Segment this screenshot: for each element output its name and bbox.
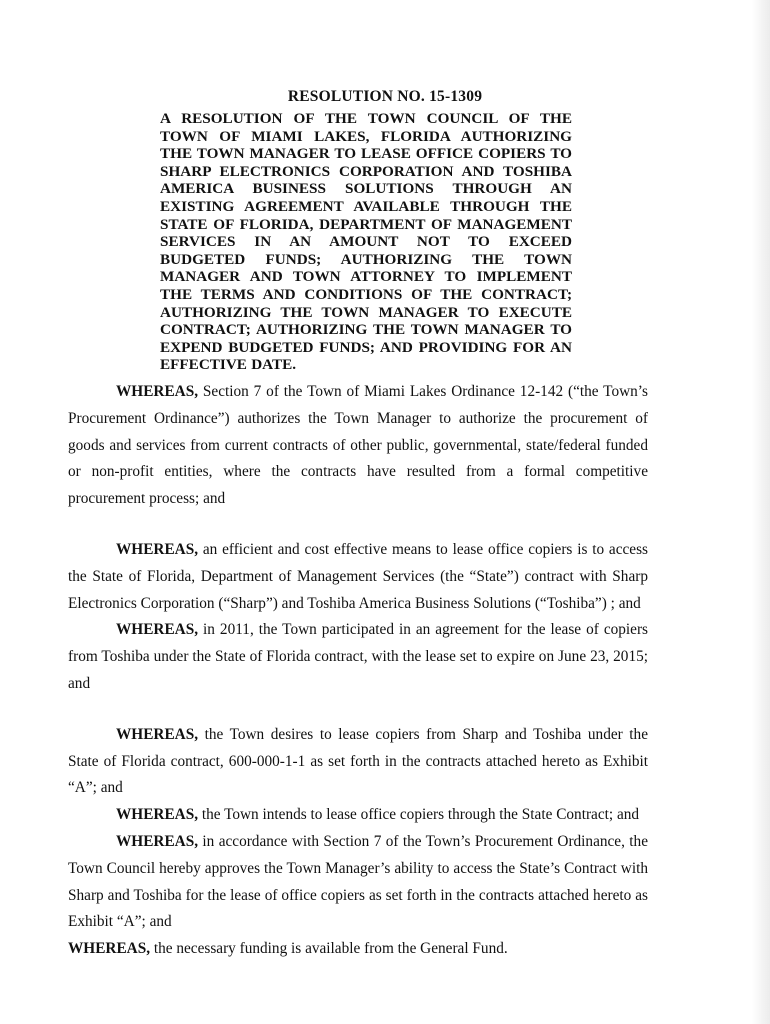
paragraph-text: Section 7 of the Town of Miami Lakes Ordinance 12-142 (“the Town’s Procurement Ordinance”) authorizes the Town Manager to authorize the procurement of goods and services from current contracts of other public, governmental, state/federal funded or non-profit entities, where the contracts have resulted from a formal competitive procurement process; and (68, 383, 648, 508)
whereas-lead: WHEREAS, (116, 806, 199, 824)
paragraph-text: in 2011, the Town participated in an agreement for the lease of copiers from Toshiba under the State of Florida contract, with the lease set to expire on June 23, 2015; and (68, 621, 648, 692)
paragraph-text: an efficient and cost effective means to lease office copiers is to access the State of Florida, Department of Management Services (the “State”) contract with Sharp Electronics Corporation (“Sharp”) and Toshiba America Business Solutions (“Toshiba”) ; and (68, 540, 648, 612)
whereas-paragraph-6 (68, 829, 648, 936)
resolution-number: RESOLUTION NO. 15-1309 (287, 88, 483, 105)
whereas-lead: WHEREAS, (116, 540, 199, 558)
paragraph-text: the necessary funding is available from the General Fund. (150, 940, 508, 958)
resolution-title: A RESOLUTION OF THE TOWN COUNCIL OF THE TOWN OF MIAMI LAKES, FLORIDA AUTHORIZING THE TOWN MANAGER TO LEASE OFFICE COPIERS TO SHARP ELECTRONICS CORPORATION AND TOSHIBA AMERICA BUSINESS SOLUTIONS THROUGH AN EXISTING AGREEMENT AVAILABLE THROUGH THE STATE OF FLORIDA, DEPARTMENT OF MANAGEMENT SERVICES IN AN AMOUNT NOT TO EXCEED BUDGETED FUNDS; AUTHORIZING THE TOWN MANAGER AND TOWN ATTORNEY TO IMPLEMENT THE TERMS AND CONDITIONS OF THE CONTRACT; AUTHORIZING THE TOWN MANAGER TO EXECUTE CONTRACT; AUTHORIZING THE TOWN MANAGER TO EXPEND BUDGETED FUNDS; AND PROVIDING FOR AN EFFECTIVE DATE. (160, 110, 572, 374)
whereas-paragraph-1 (68, 379, 648, 513)
document-body (68, 379, 648, 963)
whereas-paragraph-5 (68, 802, 648, 829)
whereas-paragraph-7 (68, 936, 648, 963)
whereas-lead: WHEREAS, (68, 940, 151, 958)
paragraph-text: in accordance with Section 7 of the Town’s Procurement Ordinance, the Town Council hereby approves the Town Manager’s ability to access the State’s Contract with Sharp and Toshiba for the lease of office copiers as set forth in the contracts attached hereto as Exhibit “A”; and (68, 832, 648, 931)
whereas-lead: WHEREAS, (116, 621, 199, 639)
scan-edge-shadow (752, 0, 770, 1024)
whereas-paragraph-4 (68, 722, 648, 802)
whereas-paragraph-2 (68, 537, 648, 617)
paragraph-text: the Town intends to lease office copiers through the State Contract; and (198, 806, 640, 824)
whereas-paragraph-3 (68, 617, 648, 697)
whereas-lead: WHEREAS, (116, 725, 199, 743)
whereas-lead: WHEREAS, (116, 832, 199, 850)
paragraph-text: the Town desires to lease copiers from Sharp and Toshiba under the State of Florida contract, 600-000-1-1 as set forth in the contracts attached hereto as Exhibit “A”; and (68, 725, 648, 797)
whereas-lead: WHEREAS, (116, 383, 199, 400)
